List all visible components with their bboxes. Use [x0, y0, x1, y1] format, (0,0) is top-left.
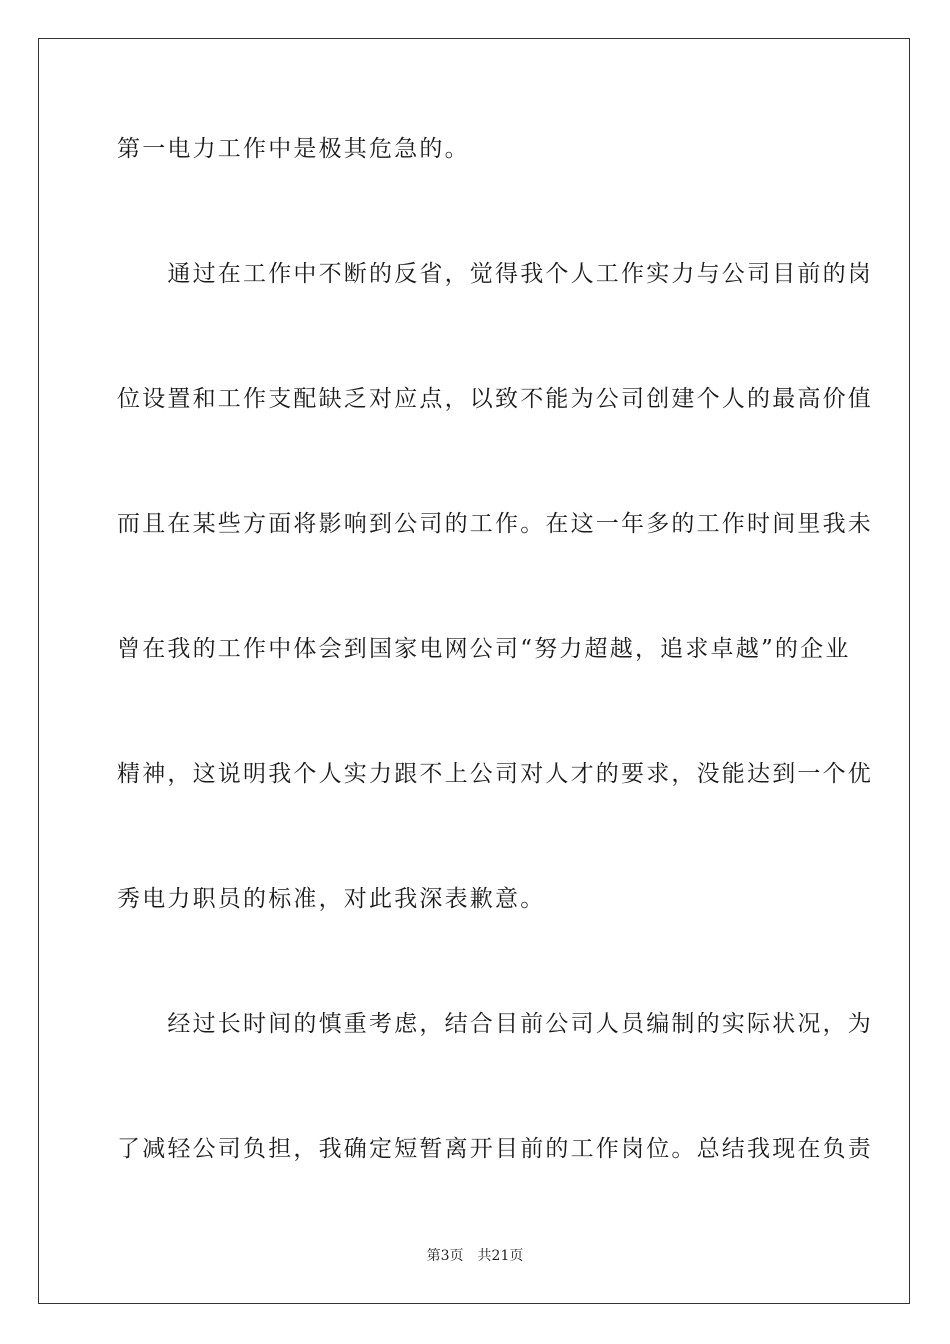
- text-line: 而且在某些方面将影响到公司的工作。在这一年多的工作时间里我未: [117, 511, 873, 537]
- text-line: 曾在我的工作中体会到国家电网公司“努力超越，追求卓越”的企业: [117, 636, 851, 662]
- page-total: 共21页: [477, 1248, 524, 1264]
- text-line: 位设置和工作支配缺乏对应点，以致不能为公司创建个人的最高价值: [117, 386, 873, 412]
- text-line: 了减轻公司负担，我确定短暂离开目前的工作岗位。总结我现在负责: [117, 1136, 873, 1162]
- page-footer: [0, 1247, 950, 1265]
- text-line: 精神，这说明我个人实力跟不上公司对人才的要求，没能达到一个优: [117, 761, 873, 787]
- text-line: 通过在工作中不断的反省，觉得我个人工作实力与公司目前的岗: [117, 261, 873, 287]
- page-number: 第3页: [426, 1248, 464, 1264]
- text-line: 经过长时间的慎重考虑，结合目前公司人员编制的实际状况，为: [117, 1011, 873, 1037]
- page-frame: [38, 38, 910, 1304]
- text-line: 秀电力职员的标准，对此我深表歉意。: [117, 886, 546, 912]
- text-line: 第一电力工作中是极其危急的。: [117, 136, 470, 162]
